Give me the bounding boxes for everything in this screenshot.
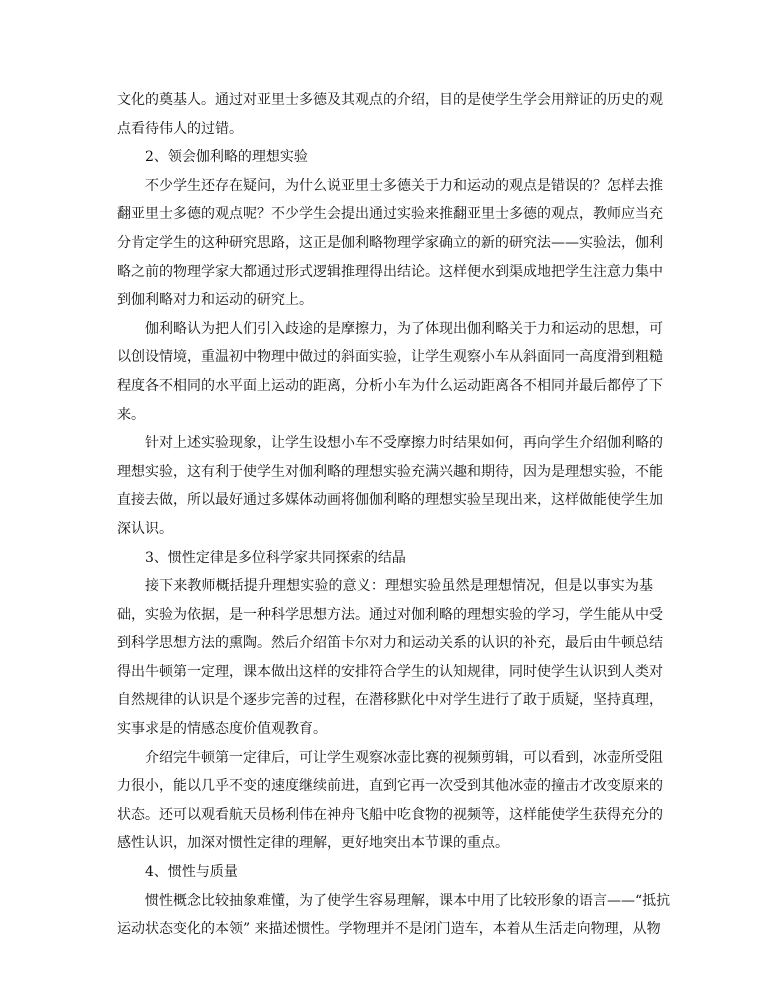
text-line: 实事求是的情感态度价值观教育。 xyxy=(117,721,327,738)
text-line: 力很小，能以几乎不变的速度继续前进，直到它再一次受到其他冰壶的撞击才改变原来的 xyxy=(117,778,663,795)
text-line: 接下来教师概括提升理想实验的意义：理想实验虽然是理想情况，但是以事实为基 xyxy=(145,578,653,595)
text-line: 介绍完牛顿第一定律后，可让学生观察冰壶比赛的视频剪辑，可以看到，冰壶所受阻 xyxy=(145,749,663,766)
section-heading: 2、领会伽利略的理想实验 xyxy=(145,149,308,166)
text-line: 感性认识，加深对惯性定律的理解，更好地突出本节课的重点。 xyxy=(117,835,509,852)
text-line: 理想实验，这有利于使学生对伽利略的理想实验充满兴趣和期待，因为是理想实验，不能 xyxy=(117,463,663,480)
text-line: 点看待伟人的过错。 xyxy=(117,120,243,137)
text-line: 不少学生还存在疑问，为什么说亚里士多德关于力和运动的观点是错误的？怎样去推 xyxy=(145,177,663,194)
text-line: 略之前的物理学家大都通过形式逻辑推理得出结论。这样便水到渠成地把学生注意力集中 xyxy=(117,263,663,280)
text-line: 伽利略认为把人们引入歧途的是摩擦力，为了体现出伽利略关于力和运动的思想，可 xyxy=(145,320,663,337)
text-line: 直接去做，所以最好通过多媒体动画将伽伽利略的理想实验呈现出来，这样做能使学生加 xyxy=(117,492,663,509)
section-heading: 4、惯性与质量 xyxy=(145,864,238,881)
text-line: 自然规律的认识是个逐步完善的过程，在潜移默化中对学生进行了敢于质疑，坚持真理， xyxy=(117,692,663,709)
section-heading: 3、惯性定律是多位科学家共同探索的结晶 xyxy=(145,549,406,566)
text-line: 深认识。 xyxy=(117,520,173,537)
text-line: 础，实验为依据，是一种科学思想方法。通过对伽利略的理想实验的学习，学生能从中受 xyxy=(117,606,663,623)
text-line: 翻亚里士多德的观点呢？不少学生会提出通过实验来推翻亚里士多德的观点，教师应当充 xyxy=(117,206,663,223)
text-line: 程度各不相同的水平面上运动的距离，分析小车为什么运动距离各不相同并最后都停了下 xyxy=(117,377,663,394)
text-line: 以创设情境，重温初中物理中做过的斜面实验，让学生观察小车从斜面同一高度滑到粗糙 xyxy=(117,349,663,366)
text-line: 针对上述实验现象，让学生设想小车不受摩擦力时结果如何，再向学生介绍伽利略的 xyxy=(145,435,663,452)
text-line: 得出牛顿第一定理，课本做出这样的安排符合学生的认知规律，同时使学生认识到人类对 xyxy=(117,663,663,680)
text-line: 分肯定学生的这种研究思路，这正是伽利略物理学家确立的新的研究法——实验法，伽利 xyxy=(117,234,663,251)
text-line: 惯性概念比较抽象难懂，为了使学生容易理解，课本中用了比较形象的语言——“抵抗 xyxy=(145,892,671,909)
text-line: 来。 xyxy=(117,406,145,423)
text-line: 运动状态变化的本领” 来描述惯性。学物理并不是闭门造车，本着从生活走向物理，从物 xyxy=(117,921,661,938)
document-page xyxy=(117,86,671,944)
text-line: 到科学思想方法的熏陶。然后介绍笛卡尔对力和运动关系的认识的补充，最后由牛顿总结 xyxy=(117,635,663,652)
text-line: 状态。还可以观看航天员杨利伟在神舟飞船中吃食物的视频等，这样能使学生获得充分的 xyxy=(117,806,663,823)
text-line: 文化的奠基人。通过对亚里士多德及其观点的介绍，目的是使学生学会用辩证的历史的观 xyxy=(117,92,663,108)
text-line: 到伽利略对力和运动的研究上。 xyxy=(117,292,313,309)
